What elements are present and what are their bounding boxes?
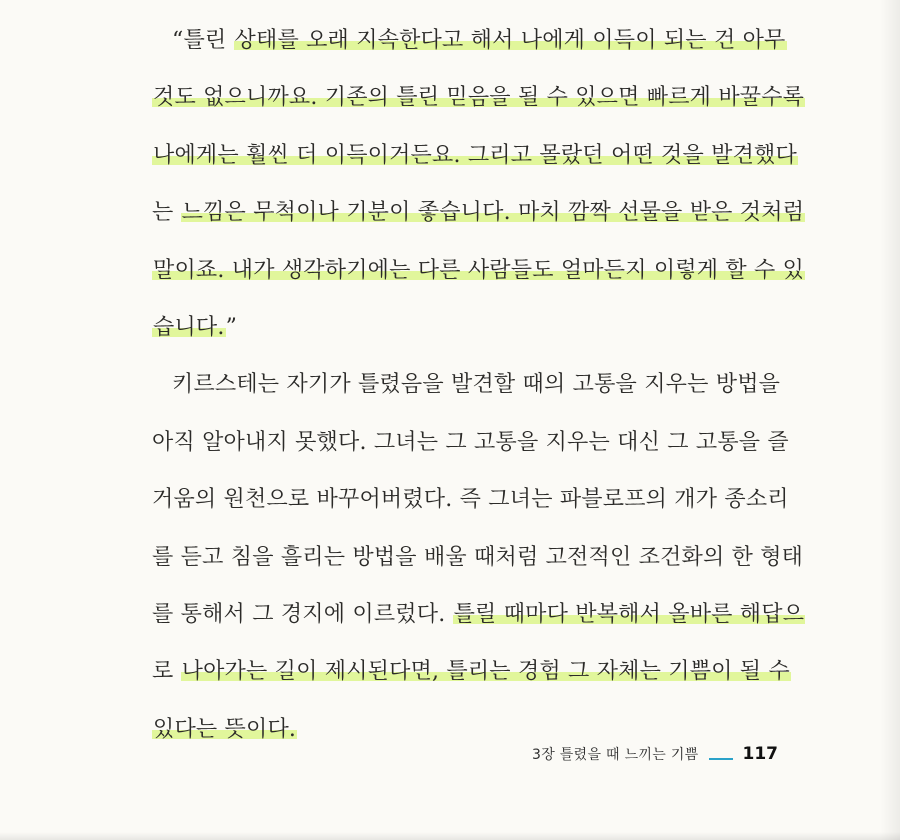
text-line (152, 69, 805, 126)
text-line (152, 127, 797, 184)
text-line (152, 299, 778, 356)
text-run: ” (225, 314, 238, 340)
highlighted-text: 느낌은 무척이나 기분이 좋습니다. 마치 깜짝 선물을 받은 것처럼 (181, 200, 805, 226)
paragraph (152, 12, 805, 356)
text-run: 키르스테는 자기가 틀렸음을 발견할 때의 고통을 지우는 방법을 (172, 372, 781, 398)
text-line (152, 242, 805, 299)
page-number: 117 (742, 744, 778, 764)
text-run: 아직 알아내지 못했다. 그녀는 그 고통을 지우는 대신 그 고통을 즐 (152, 429, 789, 455)
highlighted-text: 상태를 오래 지속한다고 해서 나에게 이득이 되는 건 아무 (234, 28, 786, 53)
highlighted-text: 것도 없으니까요. 기존의 틀린 믿음을 될 수 있으면 빠르게 바꿀수록 (153, 85, 805, 111)
highlighted-text: 나에게는 훨씬 더 이득이거든요. 그리고 몰랐던 어떤 것을 발견했다 (153, 142, 797, 168)
page-edge-shadow (880, 0, 900, 840)
body-text (152, 12, 805, 758)
text-run: “틀린 (172, 28, 234, 53)
text-run: 를 듣고 침을 흘리는 방법을 배울 때처럼 고전적인 조건화의 한 형태 (152, 544, 804, 570)
text-run: 로 (152, 659, 181, 685)
text-line (152, 471, 789, 528)
paragraph (152, 356, 805, 758)
text-line (152, 184, 805, 241)
highlighted-text: 있다는 뜻이다. (153, 716, 297, 742)
text-line (152, 356, 781, 413)
footer-rule (709, 758, 733, 760)
text-run: 거움의 원천으로 바꾸어버렸다. 즉 그녀는 파블로프의 개가 종소리 (152, 487, 789, 513)
text-line (152, 414, 789, 471)
page-footer (532, 744, 778, 764)
text-line (152, 643, 790, 700)
text-line (152, 12, 786, 69)
text-run: 를 통해서 그 경지에 이르렀다. (152, 601, 453, 627)
highlighted-text: 말이죠. 내가 생각하기에는 다른 사람들도 얼마든지 이렇게 할 수 있 (153, 257, 805, 283)
text-line (152, 529, 804, 586)
page-bottom-shadow (0, 832, 900, 840)
chapter-title: 3장 틀렸을 때 느끼는 기쁨 (532, 747, 699, 763)
highlighted-text: 습니다. (153, 314, 225, 340)
highlighted-text: 나아가는 길이 제시된다면, 틀리는 경험 그 자체는 기쁨이 될 수 (181, 659, 790, 685)
highlighted-text: 틀릴 때마다 반복해서 올바른 해답으 (453, 601, 805, 627)
text-run: 는 (152, 200, 181, 226)
text-line (152, 586, 805, 643)
